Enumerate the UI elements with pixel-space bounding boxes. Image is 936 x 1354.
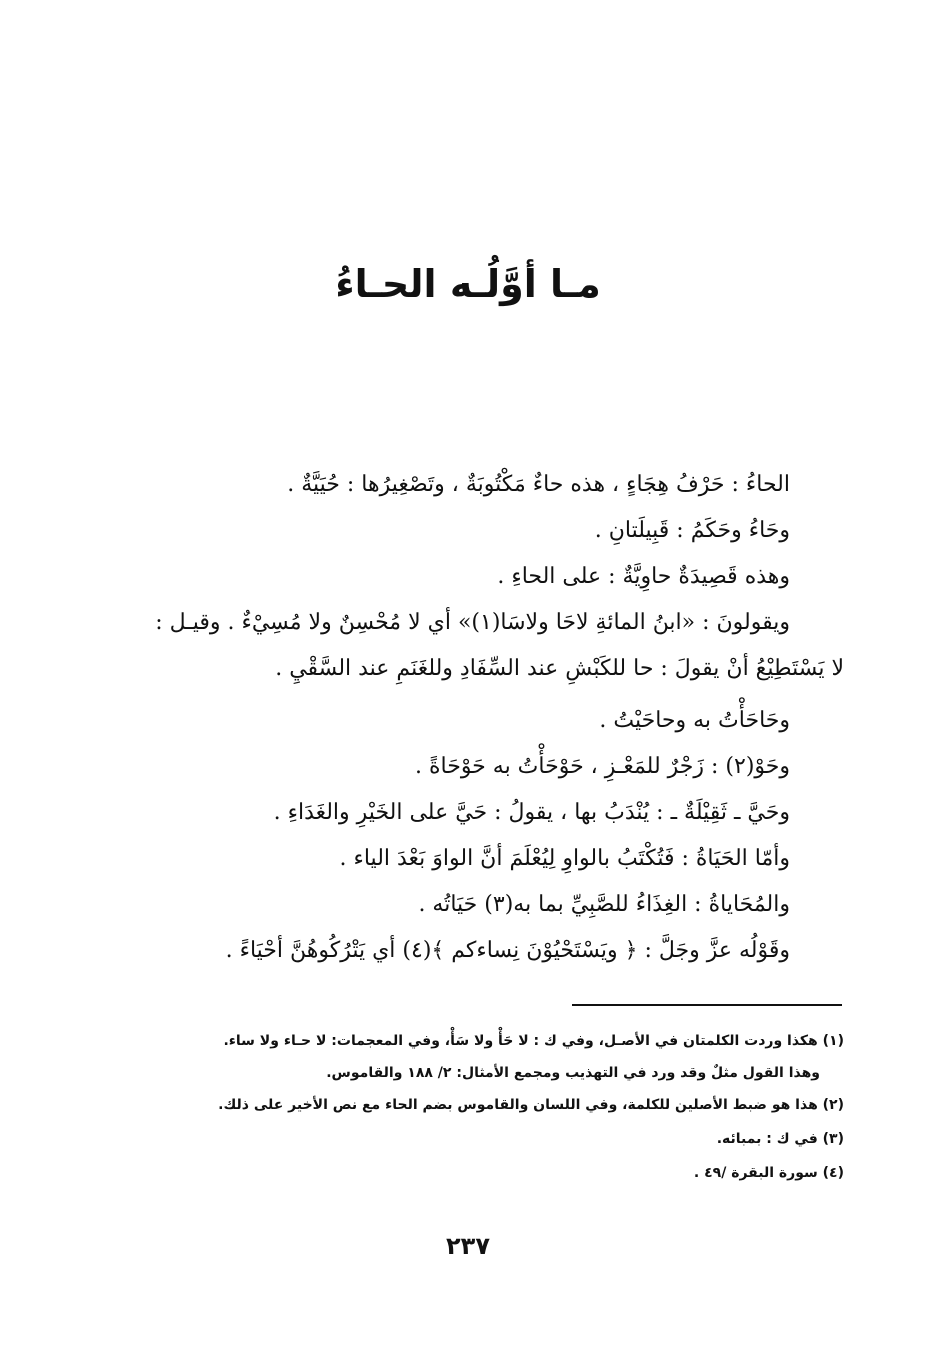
text-line: وحَوْ(٢) : زَجْرٌ للمَعْـزِ ، حَوْحَأْتُ به حَوْحَاةً . bbox=[415, 754, 790, 779]
text-line: لا يَسْتَطِيْعُ أنْ يقولَ : حا للكَبْشِ عند السِّفَادِ وللغَنَمِ عند السَّقْيِ . bbox=[275, 656, 844, 681]
text-line: وهذه قَصِيدَةٌ حاوِيَّةٌ : على الحاءِ . bbox=[497, 564, 790, 589]
text-line: وحَاءُ وحَكَمُ : قَبِيلَتانِ . bbox=[594, 518, 790, 543]
main-text bbox=[100, 462, 844, 974]
footnote: (١) هكذا وردت الكلمتان في الأصـل، وفي ك : لا حَأْ ولا سَأْ، وفي المعجمات: لا حـاء ولا ساء. bbox=[223, 1033, 844, 1049]
text-line: وحَيَّ ـ ثَقِيْلَةٌ ـ : يُنْدَبُ بها ، يقولُ : حَيَّ على الخَيْرِ والغَدَاءِ . bbox=[273, 800, 790, 825]
text-line: الحاءُ : حَرْفُ هِجَاءٍ ، هذه حاءٌ مَكْتُوبَةٌ ، وتَصْغِيرُها : حُيَيَّةٌ . bbox=[287, 472, 790, 497]
text-line: وأمّا الحَيَاةُ : فَتُكْتَبُ بالواوِ لِيُعْلَمَ أنَّ الواوَ بَعْدَ الياء . bbox=[339, 846, 790, 871]
text-line: والمُحَاياةُ : الغِذَاءُ للصَّبِيِّ بما به(٣) حَيَاتُه . bbox=[418, 892, 790, 917]
footnote: (٤) سورة البقرة /٤٩ . bbox=[693, 1165, 844, 1181]
chapter-title: مـا أوَّلُـه الحـاءُ bbox=[335, 262, 601, 306]
footnote-divider bbox=[572, 1004, 842, 1006]
footnote: (٣) في ك : بمبائه. bbox=[716, 1131, 844, 1147]
text-line: وحَاحَأْتُ به وحاحَيْتُ . bbox=[599, 708, 790, 733]
footnote-continuation: وهذا القول مثلٌ وقد ورد في التهذيب ومجمع الأمثال: ٢/ ١٨٨ والقاموس. bbox=[326, 1065, 820, 1081]
footnote: (٢) هذا هو ضبط الأصلين للكلمة، وفي اللسان والقاموس بضم الحاء مع نص الأخير على ذلك. bbox=[218, 1097, 844, 1113]
footnotes bbox=[120, 1024, 844, 1190]
text-line: وقَوْلُه عزَّ وجَلَّ : ﴿ ويَسْتَحْيُوْنَ نِساءكم ﴾(٤) أي يَتْرُكُوهُنَّ أحْيَاءً . bbox=[225, 938, 790, 963]
page-number: ٢٣٧ bbox=[446, 1232, 490, 1260]
text-line: ويقولونَ : «ابنُ المائةِ لاحَا ولاسَا(١)» أي لا مُحْسِنٌ ولا مُسِيْءٌ . وقيـل : bbox=[155, 610, 790, 635]
